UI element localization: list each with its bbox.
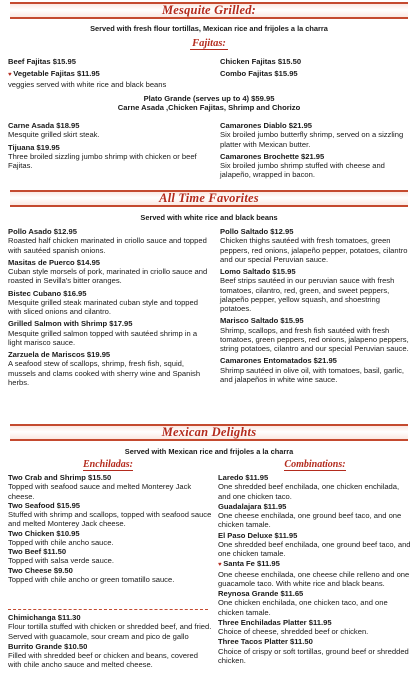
menu-item [8, 350, 213, 387]
item-desc: One shredded beef enchilada, one ground beef taco, and one chicken tamale. [218, 539, 411, 558]
menu-item [8, 642, 213, 670]
item-name: Beef Fajitas $15.95 [8, 57, 76, 66]
menu-item [8, 473, 213, 501]
menu-item [220, 356, 412, 384]
plato-grande: Plato Grande (serves up to 4) $59.95 [143, 94, 275, 103]
item-name: Chimichanga $11.30 [8, 613, 81, 622]
item-name: Pollo Saltado $12.95 [220, 227, 294, 236]
menu-item [220, 267, 412, 313]
item-name: Burrito Grande $10.50 [8, 641, 88, 651]
favorites-right-col [220, 227, 412, 387]
fajitas-heading [0, 38, 418, 51]
menu-item [8, 529, 213, 548]
item-name: Marisco Saltado $15.95 [220, 316, 304, 326]
menu-item [8, 143, 213, 171]
mexican-subtitle: Served with Mexican rice and frijoles a la charra [124, 447, 294, 456]
mexican-banner [10, 424, 408, 441]
item-name: Zarzuela de Mariscos $19.95 [8, 350, 111, 359]
menu-item [220, 316, 412, 353]
mexican-title: Mexican Delights [161, 425, 257, 439]
menu-item [218, 531, 412, 559]
plato-grande-desc: Carne Asada ,Chicken Fajitas, Shrimp and Chorizo [117, 103, 301, 112]
menu-item [220, 69, 410, 78]
item-name: Bistec Cubano $16.95 [8, 288, 87, 298]
enchiladas-title: Enchiladas: [82, 459, 133, 470]
item-desc: Mesquite grilled steak marinated cuban style and topped with sliced onions and cilantro. [8, 297, 198, 316]
enchiladas-heading [8, 459, 208, 471]
item-desc: One cheese enchilada, one cheese chile relleno and one guacamole taco. With white rice and black beans. [218, 569, 410, 588]
mesquite-right-col-2 [220, 121, 412, 183]
item-desc: Six broiled jumbo shrimp stuffed with cheese and jalapeño, wrapped in bacon. [220, 161, 385, 180]
menu-item [218, 502, 412, 530]
item-name: Lomo Saltado $15.95 [220, 267, 296, 276]
item-desc: Mesquite grilled skirt steak. [8, 130, 100, 140]
item-name: Reynosa Grande $11.65 [218, 589, 304, 599]
item-desc: Stuffed with shrimp and scallops, topped with seafood sauce and melted Monterey Jack cheese. [8, 510, 212, 529]
menu-item [218, 589, 412, 617]
item-name: Two Seafood $15.95 [8, 500, 81, 510]
menu-item [220, 152, 412, 180]
item-desc: veggies served with white rice and black beans [8, 79, 167, 89]
item-name: Carne Asada $18.95 [8, 121, 80, 130]
menu-item [218, 637, 412, 665]
mesquite-subtitle: Served with fresh flour tortillas, Mexican rice and frijoles a la charra [90, 24, 328, 33]
item-name: Camarones Brochette $21.95 [220, 151, 325, 161]
menu-item [218, 559, 412, 588]
item-desc: One chicken enchilada, one chicken taco, and one chicken tamale. [218, 598, 388, 617]
fajitas-title: Fajitas: [192, 38, 226, 49]
item-name: Laredo $11.95 [218, 473, 269, 482]
item-desc: Cuban style morsels of pork, marinated in criollo sauce and roasted in Sevilla's bitter oranges. [8, 267, 208, 286]
item-name [218, 559, 412, 569]
heart-icon: ♥ [8, 72, 14, 79]
combinations-title: Combinations: [284, 459, 346, 470]
menu-item [8, 258, 213, 286]
menu-item [8, 289, 213, 317]
menu-item [218, 618, 412, 637]
mesquite-banner [10, 2, 408, 19]
item-name: Three Enchiladas Platter $11.95 [218, 617, 332, 627]
specialties-col [8, 613, 213, 670]
mesquite-right-col [220, 57, 410, 82]
item-name: Two Cheese $9.50 [8, 565, 73, 575]
heart-icon: ♥ [218, 562, 224, 569]
item-name: Combo Fajitas $15.95 [220, 69, 298, 79]
item-name: Guadalajara $11.95 [218, 501, 287, 511]
item-desc: A seafood stew of scallops, shrimp, fresh fish, squid, mussels and clams cooked with sherry wine and Spanish herbs. [8, 359, 201, 387]
item-desc: Topped with chile ancho sauce. [8, 537, 114, 547]
menu-item [8, 319, 213, 347]
item-desc: Choice of crispy or soft tortillas, ground beef or shredded chicken. [218, 646, 409, 665]
favorites-banner [10, 190, 408, 207]
favorites-title: All Time Favorites [159, 191, 259, 205]
item-name: Camarones Entomatados $21.95 [220, 356, 337, 366]
menu-item [8, 547, 213, 566]
menu-item [220, 121, 412, 149]
item-desc: Flour tortilla stuffed with chicken or shredded beef, and fried. Served with guacamole, sour cream and pico de gallo [8, 622, 212, 641]
item-name: Two Crab and Shrimp $15.50 [8, 473, 112, 482]
menu-item [8, 227, 213, 255]
item-name: El Paso Deluxe $11.95 [218, 530, 298, 540]
item-name: Pollo Asado $12.95 [8, 227, 77, 236]
menu-item [8, 57, 213, 66]
favorites-left-col [8, 227, 213, 390]
item-name: Tijuana $19.95 [8, 142, 60, 152]
item-desc: Topped with salsa verde sauce. [8, 556, 114, 566]
mesquite-left-col-2 [8, 121, 213, 173]
item-name-text: Santa Fe $11.95 [223, 559, 280, 569]
item-desc: One shredded beef enchilada, one chicken enchilada, and one chicken taco. [218, 482, 400, 501]
menu-item [8, 566, 213, 585]
item-name: Three Tacos Platter $11.50 [218, 637, 313, 647]
item-name: Two Beef $11.50 [8, 547, 67, 556]
item-name: Grilled Salmon with Shrimp $17.95 [8, 319, 133, 329]
item-name [8, 69, 213, 79]
item-name: Two Chicken $10.95 [8, 528, 80, 538]
item-name: Chicken Fajitas $15.50 [220, 57, 302, 66]
item-name: Camarones Diablo $21.95 [220, 121, 313, 130]
item-desc: Topped with chile ancho or green tomatillo sauce. [8, 574, 175, 584]
menu-item [8, 613, 213, 641]
combinations-heading [215, 459, 415, 471]
item-desc: Mesquite grilled salmon topped with sautéed shrimp in a light marisco sauce. [8, 328, 198, 347]
favorites-subtitle: Served with white rice and black beans [140, 213, 278, 222]
section-divider [8, 609, 208, 610]
item-desc: Topped with seafood sauce and melted Monterey Jack cheese. [8, 482, 192, 501]
item-desc: Roasted half chicken marinated in criollo sauce and topped with sautéed spanish onions. [8, 236, 207, 255]
item-name: Masitas de Puerco $14.95 [8, 257, 101, 267]
item-name-text: Vegetable Fajitas $11.95 [13, 69, 100, 79]
item-desc: One cheese enchilada, one ground beef taco, and one chicken tamale. [218, 511, 402, 530]
menu-item [220, 57, 410, 66]
item-desc: Six broiled jumbo butterfly shrimp, served on a sizzling platter with Mexican butter. [220, 130, 404, 149]
item-desc: Filled with shredded beef or chicken and beans, covered with chile ancho sauce and melted cheese. [8, 651, 198, 670]
item-desc: Beef strips sautéed in our peruvian sauce with fresh tomatoes, cilantro, red, green, and sweet peppers, jalapeño pepper, yellow squash, and shoestring potatoes. [220, 276, 395, 313]
enchiladas-col [8, 473, 213, 584]
menu-item [8, 121, 213, 140]
menu-item [218, 473, 412, 501]
mesquite-title: Mesquite Grilled: [161, 3, 257, 17]
menu-item [220, 227, 412, 264]
item-desc: Shrimp, scallops, and fresh fish sautéed with fresh tomatoes, green peppers, red onions, jalapeno peppers, string potatoes, cilantro and our special Peruvian sauce. [220, 325, 409, 353]
item-desc: Three broiled sizzling jumbo shrimp with chicken or beef Fajitas. [8, 151, 197, 170]
item-desc: Shrimp sautéed in olive oil, with tomatoes, basil, garlic, and jalapeños in white wine sauce. [220, 365, 405, 384]
combinations-col [218, 473, 412, 665]
item-desc: Chicken thighs sautéed with fresh tomatoes, green peppers, red onions, jalapeño pepper, potatoes, cilantro and our special Peruvian sauce. [220, 236, 408, 264]
menu-item [8, 69, 213, 89]
menu-item [8, 501, 213, 529]
mesquite-left-col [8, 57, 213, 92]
item-desc: Choice of cheese, shredded beef or chicken. [218, 627, 369, 637]
